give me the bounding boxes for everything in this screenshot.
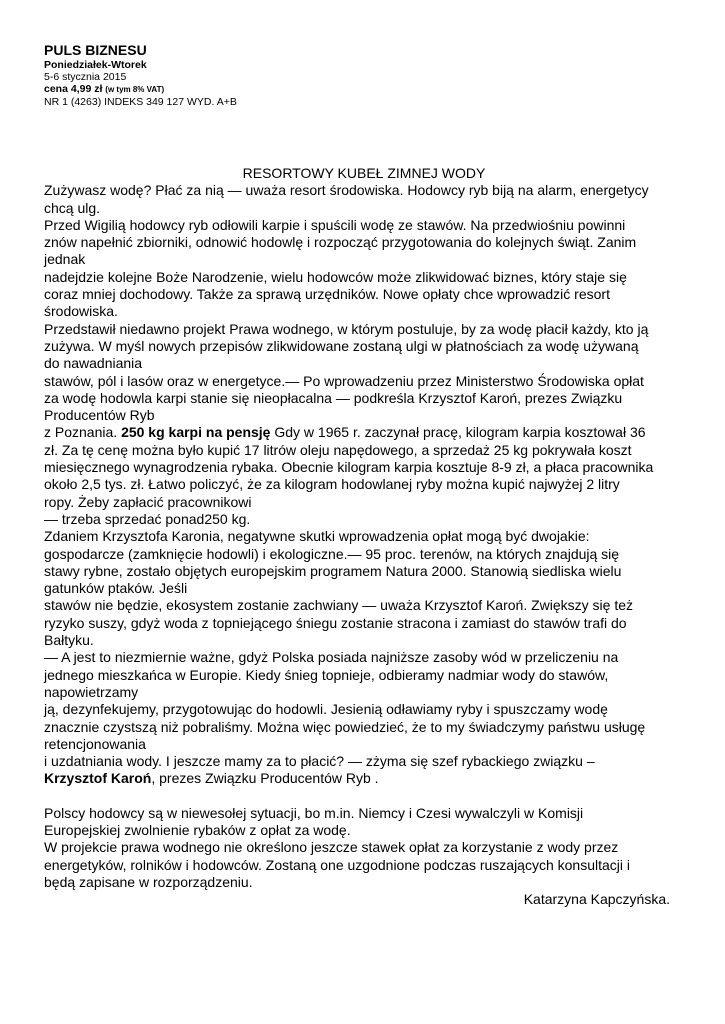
publication-price (44, 83, 237, 96)
article-line: Producentów Ryb (44, 407, 155, 424)
article-line: Zużywasz wodę? Płać za nią — uważa resort środowiska. Hodowcy ryb biją na alarm, energetycy (44, 182, 649, 199)
article-line: retencjonowania (44, 735, 146, 752)
article-line: gospodarcze (zamknięcie hodowli) i ekologiczne.— 95 proc. terenów, na których znajdują się (44, 545, 620, 562)
article-line: jednak (44, 251, 86, 268)
article-line: miesięcznego wynagrodzenia rybaka. Obecnie kilogram karpia kosztuje 8-9 zł, a płaca pracownika (44, 459, 654, 476)
article-line: stawów, pól i lasów oraz w energetyce.— Po wprowadzeniu przez Ministerstwo Środowiska opłat (44, 372, 644, 389)
article-line: gatunków ptaków. Jeśli (44, 580, 188, 597)
article-line: Zdaniem Krzysztofa Karonia, negatywne skutki wprowadzenia opłat mogą być dwojakie: (44, 528, 590, 545)
article-line: jednego mieszkańca w Europie. Kiedy śnieg topnieje, odbieramy nadmiar wody do stawów, (44, 666, 609, 683)
article-line: stawy rybne, zostało objętych europejskim programem Natura 2000. Stanowią siedliska wielu (44, 562, 622, 579)
article-line: Polscy hodowcy są w niewesołej sytuacji, bo m.in. Niemcy i Czesi wywalczyli w Komisji (44, 804, 584, 821)
publication-issue: NR 1 (4263) INDEKS 349 127 WYD. A+B (44, 96, 237, 108)
article-line: — A jest to niezmiernie ważne, gdyż Polska posiada najniższe zasoby wód w przeliczeniu na (44, 649, 619, 666)
article-line: — trzeba sprzedać ponad250 kg. (44, 510, 251, 527)
article-line: Europejskiej zwolnienie rybaków z opłat za wodę. (44, 821, 351, 838)
price-vat: (w tym 8% VAT) (105, 85, 165, 94)
article-line: chcą ulg. (44, 199, 101, 216)
publication-name: PULS BIZNESU (44, 42, 147, 58)
article-line: energetyków, rolników i hodowców. Zostaną one uzgodnione podczas ruszających konsultacji i (44, 856, 631, 873)
article-line: ją, dezynfekujemy, przygotowując do hodowli. Jesienią odławiamy ryby i spuszczamy wodę (44, 701, 608, 718)
article-line: będą zapisane w rozporządzeniu. (44, 873, 253, 890)
article-line: ryzyko suszy, gdyż woda z topniejącego śniegu zostanie stracona i zamiast do stawów trafi do (44, 614, 627, 631)
article-line: nadejdzie kolejne Boże Narodzenie, wielu hodowców może zlikwidować biznes, który staje się (44, 268, 627, 285)
article-line: i uzdatniania wody. I jeszcze mamy za to płacić? — zżyma się szef rybackiego związku – (44, 753, 595, 770)
price-value: cena 4,99 zł (44, 83, 103, 95)
article-line-source (44, 770, 684, 787)
article-line-subheading (44, 424, 684, 441)
article-line: coraz mniej dochodowy. Także za sprawą urzędników. Nowe opłaty chce wprowadzić resort (44, 286, 610, 303)
article-line: znacznie czystszą niż pobraliśmy. Można więc powiedzieć, że to my świadczymy państwu usługę (44, 718, 646, 735)
article-line: zł. Za tę cenę można było kupić 17 litrów oleju napędowego, a sprzedaż 25 kg pokrywała koszt (44, 441, 632, 458)
line-text: Gdy w 1965 r. zaczynał pracę, kilogram karpia kosztował 36 (270, 424, 646, 441)
paragraph-gap (44, 788, 684, 805)
source-name: Krzysztof Karoń (44, 770, 152, 787)
article-line: około 2,5 tys. zł. Łatwo policzyć, że za kilogram hodowlanej ryby można kupić najwyżej 2 litry (44, 476, 620, 493)
article-line: stawów nie będzie, ekosystem zostanie zachwiany — uważa Krzysztof Karoń. Zwiększy się też (44, 597, 634, 614)
subheading: 250 kg karpi na pensję (121, 424, 271, 441)
article-line: do nawadniania (44, 355, 143, 372)
masthead (44, 42, 237, 108)
article-line: napowietrzamy (44, 683, 139, 700)
line-text: z Poznania. (44, 424, 122, 441)
article-line: zużywa. W myśl nowych przepisów zlikwidowane zostaną ulgi w płatnościach za wodę używaną (44, 337, 639, 354)
article-line: środowiska. (44, 303, 118, 320)
article-line: ropy. Żeby zapłacić pracownikowi (44, 493, 252, 510)
article-line: Bałtyku. (44, 632, 94, 649)
article-title: RESORTOWY KUBEŁ ZIMNEJ WODY (242, 165, 486, 181)
article (44, 165, 684, 908)
article-line: Przedstawił niedawno projekt Prawa wodnego, w którym postuluje, by za wodę płacił każdy, kto ją (44, 320, 649, 337)
article-line: Przed Wigilią hodowcy ryb odłowili karpie i spuścili wodę ze stawów. Na przedwiośniu powinni (44, 216, 626, 233)
article-line: znów napełnić zbiorniki, odnowić hodowlę i rozpocząć przygotowania do kolejnych świąt. Zanim (44, 234, 637, 251)
article-line: za wodę hodowla karpi stanie się nieopłacalna — podkreśla Krzysztof Karoń, prezes Związku (44, 389, 623, 406)
article-author: Katarzyna Kapczyńska. (523, 891, 670, 908)
publication-date: 5-6 stycznia 2015 (44, 71, 127, 83)
line-text: , prezes Związku Producentów Ryb . (151, 770, 379, 787)
article-line: W projekcie prawa wodnego nie określono jeszcze stawek opłat za korzystanie z wody przez (44, 839, 619, 856)
publication-days: Poniedziałek-Wtorek (44, 59, 147, 71)
